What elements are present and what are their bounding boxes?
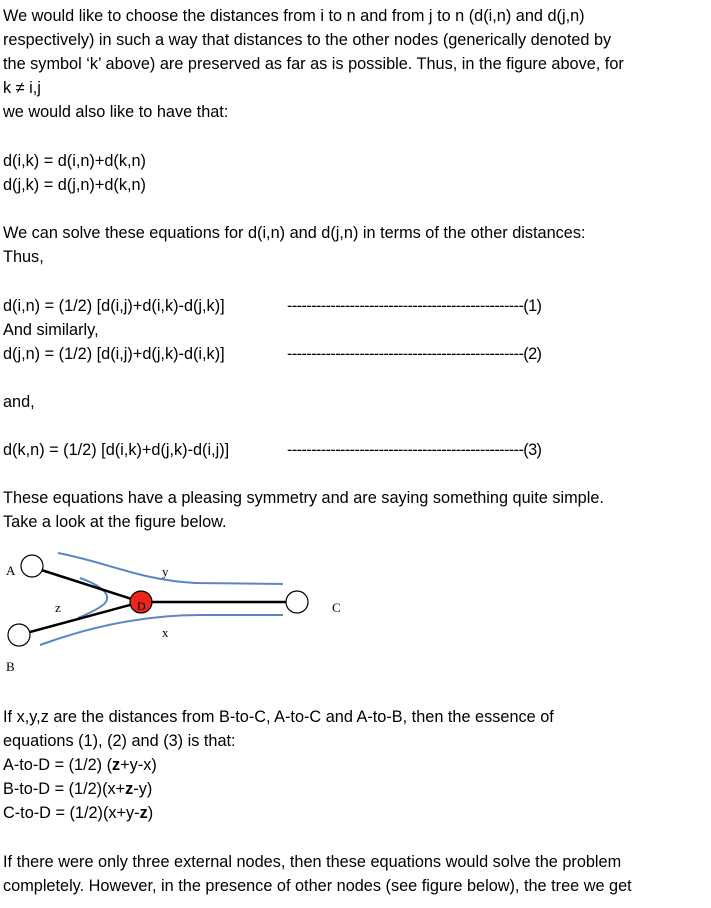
node-a-label: A	[6, 563, 16, 578]
node-d-label: D	[137, 599, 146, 613]
para1-line-3: the symbol ‘k’ above) are preserved as far as is possible. Thus, in the figure above, for	[3, 55, 624, 73]
label-z: z	[55, 600, 61, 615]
equation-3-tag: -------------------------------------------------(3)	[287, 441, 542, 459]
node-c	[286, 591, 308, 613]
equation-1-tag: -------------------------------------------------(1)	[287, 297, 542, 315]
equation-a: d(i,k) = d(i,n)+d(k,n)	[3, 152, 146, 170]
label-x: x	[162, 625, 169, 640]
and-line: and,	[3, 393, 35, 411]
para1-tail: we would also like to have that:	[3, 103, 229, 121]
symmetry-line-2: Take a look at the figure below.	[3, 513, 227, 531]
b-to-d-equation: B-to-D = (1/2)(x+z-y)	[3, 780, 153, 798]
node-c-label: C	[332, 600, 341, 615]
label-y: y	[162, 564, 169, 579]
edge-a-d	[32, 567, 141, 602]
c-to-d-equation: C-to-D = (1/2)(x+y-z)	[3, 804, 154, 822]
symmetry-line-1: These equations have a pleasing symmetry and are saying something quite simple.	[3, 489, 604, 507]
tree-figure	[0, 545, 380, 680]
equation-1: d(i,n) = (1/2) [d(i,j)+d(i,k)-d(j,k)]	[3, 297, 225, 315]
node-a	[21, 555, 43, 577]
essence-line-1: If x,y,z are the distances from B-to-C, A-to-C and A-to-B, then the essence of	[3, 708, 554, 726]
equation-3: d(k,n) = (1/2) [d(i,k)+d(j,k)-d(i,j)]	[3, 441, 230, 459]
node-b	[8, 624, 30, 646]
curve-y	[58, 553, 283, 584]
edge-b-d	[19, 602, 141, 635]
node-b-label: B	[6, 659, 15, 674]
essence-line-2: equations (1), (2) and (3) is that:	[3, 732, 236, 750]
solve-line: We can solve these equations for d(i,n) and d(j,n) in terms of the other distances:	[3, 224, 586, 242]
para1-line-4: k ≠ i,j	[3, 79, 41, 97]
thus-line: Thus,	[3, 248, 44, 266]
a-to-d-equation: A-to-D = (1/2) (z+y-x)	[3, 756, 157, 774]
equation-b: d(j,k) = d(j,n)+d(k,n)	[3, 176, 146, 194]
para1-line-1: We would like to choose the distances from i to n and from j to n (d(i,n) and d(j,n)	[3, 7, 585, 25]
and-similarly: And similarly,	[3, 321, 99, 339]
equation-2-tag: -------------------------------------------------(2)	[287, 345, 542, 363]
closing-line-1: If there were only three external nodes, then these equations would solve the problem	[3, 853, 622, 871]
closing-line-2: completely. However, in the presence of other nodes (see figure below), the tree we get	[3, 877, 632, 895]
equation-2: d(j,n) = (1/2) [d(i,j)+d(j,k)-d(i,k)]	[3, 345, 225, 363]
para1-line-2: respectively) in such a way that distances to the other nodes (generically denoted by	[3, 31, 612, 49]
